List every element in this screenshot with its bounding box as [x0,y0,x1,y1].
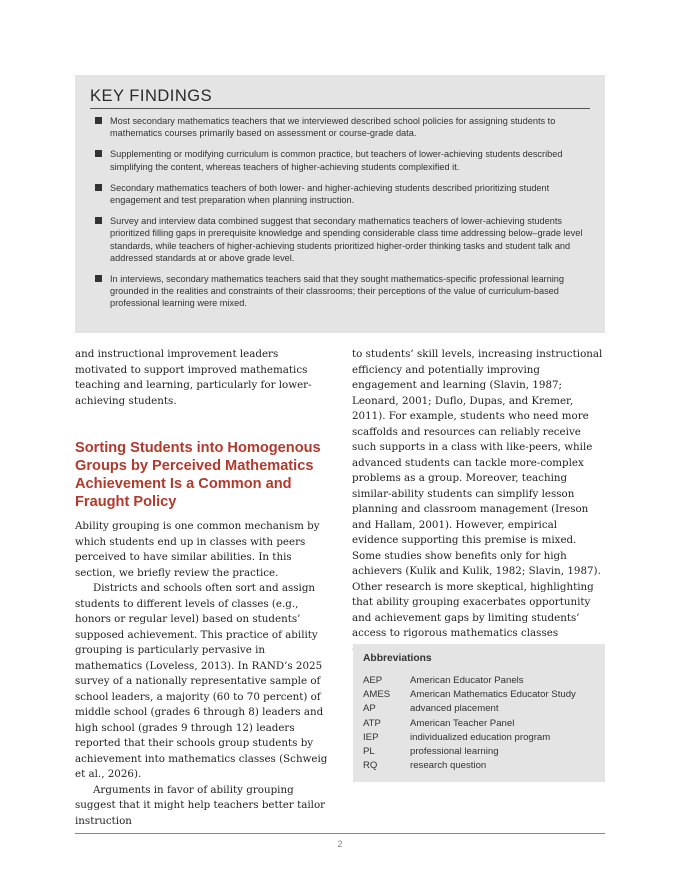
abbreviation-row [363,759,595,773]
key-finding-item [90,273,590,310]
key-finding-item [90,115,590,139]
key-finding-item [90,148,590,172]
square-bullet-icon [95,117,102,124]
square-bullet-icon [95,275,102,282]
abbreviation-code: IEP [363,731,379,743]
abbreviation-code: AMES [363,689,391,701]
abbreviation-code: AP [363,703,376,715]
abbreviation-meaning: research question [410,760,487,772]
body-paragraph: Districts and schools often sort and assign students to different levels of classes (e.g., honors or regular level) based on students’ supposed achievement. This practice of ability grouping is particularly pervasive in mathematics (Loveless, 2013). In RAND’s 2025 survey of a nationally representative sample of school leaders, a majority (60 to 70 percent) of middle school (grades 6 through 8) leaders and high school (grades 9 through 12) leaders reported that their schools group students by achievement into mathematics classes (Schweig et al., 2026). [75,582,328,780]
body-paragraph: Ability grouping is one common mechanism by which students end up in classes with peers perceived to have similar abilities. In this section, we briefly review the practice. [75,520,320,579]
right-column [352,347,606,657]
key-findings-list [90,115,590,310]
square-bullet-icon [95,184,102,191]
key-findings-box [75,75,605,333]
abbreviation-row [363,702,595,716]
abbreviation-meaning: American Teacher Panel [410,717,515,729]
key-finding-text: Supplementing or modifying curriculum is common practice, but teachers of lower-achieving students described simplifying the content, whereas teachers of higher-achieving students complexified it. [110,149,563,172]
abbreviation-meaning: American Mathematics Educator Study [410,689,576,701]
abbreviations-title: Abbreviations [363,653,432,664]
abbreviation-code: PL [363,746,375,758]
key-findings-title: KEY FINDINGS [90,85,590,109]
key-finding-item [90,182,590,206]
abbreviation-row [363,717,595,731]
footer-divider [75,833,605,834]
abbreviation-row [363,688,595,702]
section-heading: Sorting Students into Homogenous Groups by Perceived Mathematics Achievement Is a Common and Fraught Policy [75,440,321,510]
abbreviation-code: AEP [363,675,383,686]
abbreviations-box [353,644,605,782]
abbreviation-meaning: professional learning [410,746,499,758]
abbreviation-row [363,674,595,688]
abbreviation-row [363,745,595,759]
page-number: 2 [337,839,343,850]
abbreviation-row [363,731,595,745]
key-finding-text: Most secondary mathematics teachers that we interviewed described school policies for assigning students to mathematics courses primarily based on assessment or course-grade data. [110,116,556,139]
key-finding-text: Survey and interview data combined suggest that secondary mathematics teachers of lower-achieving students prioritized filling gaps in prerequisite knowledge and spending considerable class time addressing below–grade level standards, while teachers of higher-achieving students prioritized higher-order thinking tasks and student talk and addressed standards at or above grade level. [110,216,583,263]
square-bullet-icon [95,217,102,224]
abbreviation-code: ATP [363,717,381,729]
intro-paragraph: and instructional improvement leaders motivated to support improved mathematics teaching and learning, particularly for lower-achieving students. [75,348,312,407]
key-finding-text: In interviews, secondary mathematics teachers said that they sought mathematics-specific professional learning grounded in the realities and constraints of their classrooms; their perceptions of the value of curriculum-based professional learning were mixed. [110,274,564,309]
abbreviation-meaning: advanced placement [410,703,499,715]
body-paragraph: Arguments in favor of ability grouping suggest that it might help teachers better tailor instruction [75,783,326,827]
key-finding-text: Secondary mathematics teachers of both lower- and higher-achieving students described prioritizing student engagement and test preparation when planning instruction. [110,182,550,206]
body-paragraph: to students’ skill levels, increasing instructional efficiency and potentially improving engagement and learning (Slavin, 1987; Leonard, 2001; Duflo, Dupas, and Kremer, 2011). For example, students who need more scaffolds and resources can reliably receive such supports in a class with like-peers, while advanced students can tackle more-complex problems as a group. Moreover, teaching similar-ability students can simplify lesson planning and classroom management (Ireson and Hallam, 2001). However, empirical evidence supporting this premise is mixed. Some studies show benefits only for high achievers (Kulik and Kulik, 1982; Slavin, 1987). Other research is more skeptical, highlighting that ability grouping exacerbates opportunity and achievement gaps by limiting students’ access to rigorous mathematics classes [352,348,603,639]
abbreviation-meaning: American Educator Panels [410,675,524,686]
square-bullet-icon [95,150,102,157]
abbreviation-meaning: individualized education program [410,731,551,743]
key-finding-item [90,215,590,264]
abbreviation-code: RQ [363,760,378,772]
left-column [75,347,329,829]
